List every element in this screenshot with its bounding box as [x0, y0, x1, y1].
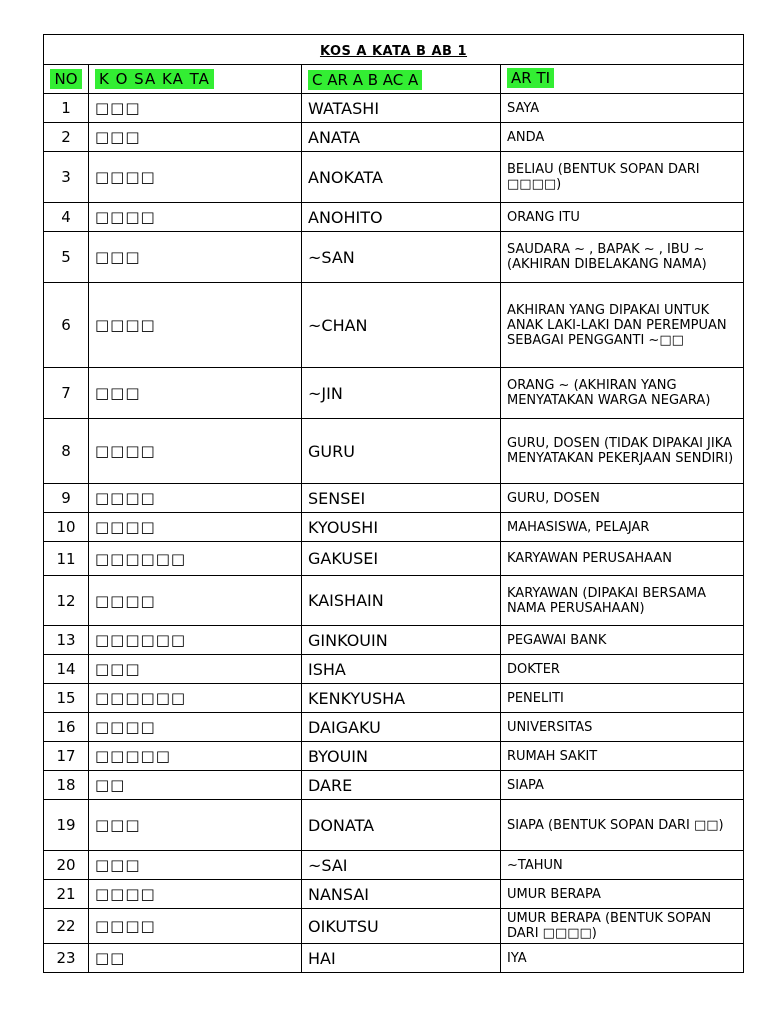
- row-number: 14: [44, 655, 89, 684]
- kosa-kata-cell: □□□: [89, 232, 302, 283]
- kosa-kata-cell: □□□: [89, 655, 302, 684]
- row-number: 3: [44, 152, 89, 203]
- table-row: [44, 368, 744, 419]
- arti-cell: KARYAWAN (DIPAKAI BERSAMA NAMA PERUSAHAAN): [501, 576, 744, 626]
- kosa-kata-cell: □□□: [89, 123, 302, 152]
- arti-cell: SIAPA (BENTUK SOPAN DARI □□): [501, 800, 744, 851]
- cara-baca-cell: ~SAN: [302, 232, 501, 283]
- table-row: [44, 203, 744, 232]
- table-row: [44, 655, 744, 684]
- page-title: KOS A KATA B AB 1: [319, 44, 468, 59]
- cara-baca-cell: ISHA: [302, 655, 501, 684]
- header-no-cell: [44, 65, 89, 94]
- header-arti-cell: [501, 65, 744, 94]
- row-number: 2: [44, 123, 89, 152]
- row-number: 5: [44, 232, 89, 283]
- table-row: [44, 944, 744, 973]
- cara-baca-cell: DAIGAKU: [302, 713, 501, 742]
- kosa-kata-cell: □□□□: [89, 576, 302, 626]
- row-number: 12: [44, 576, 89, 626]
- header-cara-baca-cell: [302, 65, 501, 94]
- arti-cell: UMUR BERAPA: [501, 880, 744, 909]
- row-number: 7: [44, 368, 89, 419]
- row-number: 17: [44, 742, 89, 771]
- cara-baca-cell: ANATA: [302, 123, 501, 152]
- row-number: 22: [44, 909, 89, 944]
- row-number: 15: [44, 684, 89, 713]
- table-row: [44, 513, 744, 542]
- table-row: [44, 542, 744, 576]
- cara-baca-cell: ANOHITO: [302, 203, 501, 232]
- row-number: 23: [44, 944, 89, 973]
- row-number: 21: [44, 880, 89, 909]
- row-number: 8: [44, 419, 89, 484]
- kosa-kata-cell: □□□□: [89, 909, 302, 944]
- cara-baca-cell: KYOUSHI: [302, 513, 501, 542]
- row-number: 16: [44, 713, 89, 742]
- cara-baca-cell: HAI: [302, 944, 501, 973]
- table-row: [44, 771, 744, 800]
- cara-baca-cell: OIKUTSU: [302, 909, 501, 944]
- kosa-kata-cell: □□□□□□: [89, 542, 302, 576]
- table-row: [44, 742, 744, 771]
- table-row: [44, 684, 744, 713]
- vocabulary-table: [43, 34, 744, 973]
- row-number: 4: [44, 203, 89, 232]
- table-row: [44, 152, 744, 203]
- arti-cell: GURU, DOSEN (TIDAK DIPAKAI JIKA MENYATAKAN PEKERJAAN SENDIRI): [501, 419, 744, 484]
- cara-baca-cell: ~CHAN: [302, 283, 501, 368]
- table-row: [44, 851, 744, 880]
- cara-baca-cell: DONATA: [302, 800, 501, 851]
- arti-cell: SAYA: [501, 94, 744, 123]
- table-row: [44, 713, 744, 742]
- kosa-kata-cell: □□: [89, 944, 302, 973]
- arti-cell: ~TAHUN: [501, 851, 744, 880]
- arti-cell: PENELITI: [501, 684, 744, 713]
- kosa-kata-cell: □□□□: [89, 513, 302, 542]
- header-row: [44, 65, 744, 94]
- row-number: 19: [44, 800, 89, 851]
- kosa-kata-cell: □□□□: [89, 880, 302, 909]
- kosa-kata-cell: □□□□: [89, 419, 302, 484]
- table-row: [44, 626, 744, 655]
- arti-cell: MAHASISWA, PELAJAR: [501, 513, 744, 542]
- cara-baca-cell: GINKOUIN: [302, 626, 501, 655]
- row-number: 18: [44, 771, 89, 800]
- arti-cell: ORANG ~ (AKHIRAN YANG MENYATAKAN WARGA NEGARA): [501, 368, 744, 419]
- kosa-kata-cell: □□□□: [89, 283, 302, 368]
- header-kosa-kata: K O SA KA TA: [95, 69, 214, 89]
- arti-cell: IYA: [501, 944, 744, 973]
- cara-baca-cell: ANOKATA: [302, 152, 501, 203]
- arti-cell: ORANG ITU: [501, 203, 744, 232]
- header-no: NO: [50, 69, 81, 89]
- title-row: [44, 35, 744, 65]
- kosa-kata-cell: □□□: [89, 851, 302, 880]
- kosa-kata-cell: □□□□: [89, 203, 302, 232]
- table-row: [44, 283, 744, 368]
- kosa-kata-cell: □□□□: [89, 713, 302, 742]
- cara-baca-cell: BYOUIN: [302, 742, 501, 771]
- row-number: 9: [44, 484, 89, 513]
- arti-cell: RUMAH SAKIT: [501, 742, 744, 771]
- kosa-kata-cell: □□□: [89, 94, 302, 123]
- kosa-kata-cell: □□□□□: [89, 742, 302, 771]
- kosa-kata-cell: □□□: [89, 800, 302, 851]
- cara-baca-cell: DARE: [302, 771, 501, 800]
- arti-cell: GURU, DOSEN: [501, 484, 744, 513]
- table-row: [44, 232, 744, 283]
- kosa-kata-cell: □□□: [89, 368, 302, 419]
- arti-cell: UMUR BERAPA (BENTUK SOPAN DARI □□□□): [501, 909, 744, 944]
- table-row: [44, 419, 744, 484]
- kosa-kata-cell: □□□□: [89, 152, 302, 203]
- arti-cell: PEGAWAI BANK: [501, 626, 744, 655]
- row-number: 1: [44, 94, 89, 123]
- table-row: [44, 576, 744, 626]
- cara-baca-cell: KAISHAIN: [302, 576, 501, 626]
- arti-cell: AKHIRAN YANG DIPAKAI UNTUK ANAK LAKI-LAKI DAN PEREMPUAN SEBAGAI PENGGANTI ~□□: [501, 283, 744, 368]
- cara-baca-cell: KENKYUSHA: [302, 684, 501, 713]
- cara-baca-cell: NANSAI: [302, 880, 501, 909]
- arti-cell: DOKTER: [501, 655, 744, 684]
- cara-baca-cell: ~SAI: [302, 851, 501, 880]
- vocabulary-table-body: [44, 35, 744, 973]
- arti-cell: SAUDARA ~ , BAPAK ~ , IBU ~ (AKHIRAN DIBELAKANG NAMA): [501, 232, 744, 283]
- cara-baca-cell: SENSEI: [302, 484, 501, 513]
- cara-baca-cell: GURU: [302, 419, 501, 484]
- row-number: 20: [44, 851, 89, 880]
- row-number: 10: [44, 513, 89, 542]
- arti-cell: ANDA: [501, 123, 744, 152]
- arti-cell: UNIVERSITAS: [501, 713, 744, 742]
- row-number: 13: [44, 626, 89, 655]
- table-row: [44, 800, 744, 851]
- header-arti: AR TI: [507, 68, 554, 88]
- header-kosa-kata-cell: [89, 65, 302, 94]
- table-row: [44, 123, 744, 152]
- arti-cell: BELIAU (BENTUK SOPAN DARI □□□□): [501, 152, 744, 203]
- arti-cell: KARYAWAN PERUSAHAAN: [501, 542, 744, 576]
- kosa-kata-cell: □□: [89, 771, 302, 800]
- kosa-kata-cell: □□□□: [89, 484, 302, 513]
- table-row: [44, 909, 744, 944]
- table-row: [44, 880, 744, 909]
- kosa-kata-cell: □□□□□□: [89, 626, 302, 655]
- arti-cell: SIAPA: [501, 771, 744, 800]
- table-row: [44, 94, 744, 123]
- cara-baca-cell: ~JIN: [302, 368, 501, 419]
- title-cell: [44, 35, 744, 65]
- cara-baca-cell: GAKUSEI: [302, 542, 501, 576]
- cara-baca-cell: WATASHI: [302, 94, 501, 123]
- kosa-kata-cell: □□□□□□: [89, 684, 302, 713]
- row-number: 6: [44, 283, 89, 368]
- header-cara-baca: C AR A B AC A: [308, 70, 422, 90]
- table-row: [44, 484, 744, 513]
- row-number: 11: [44, 542, 89, 576]
